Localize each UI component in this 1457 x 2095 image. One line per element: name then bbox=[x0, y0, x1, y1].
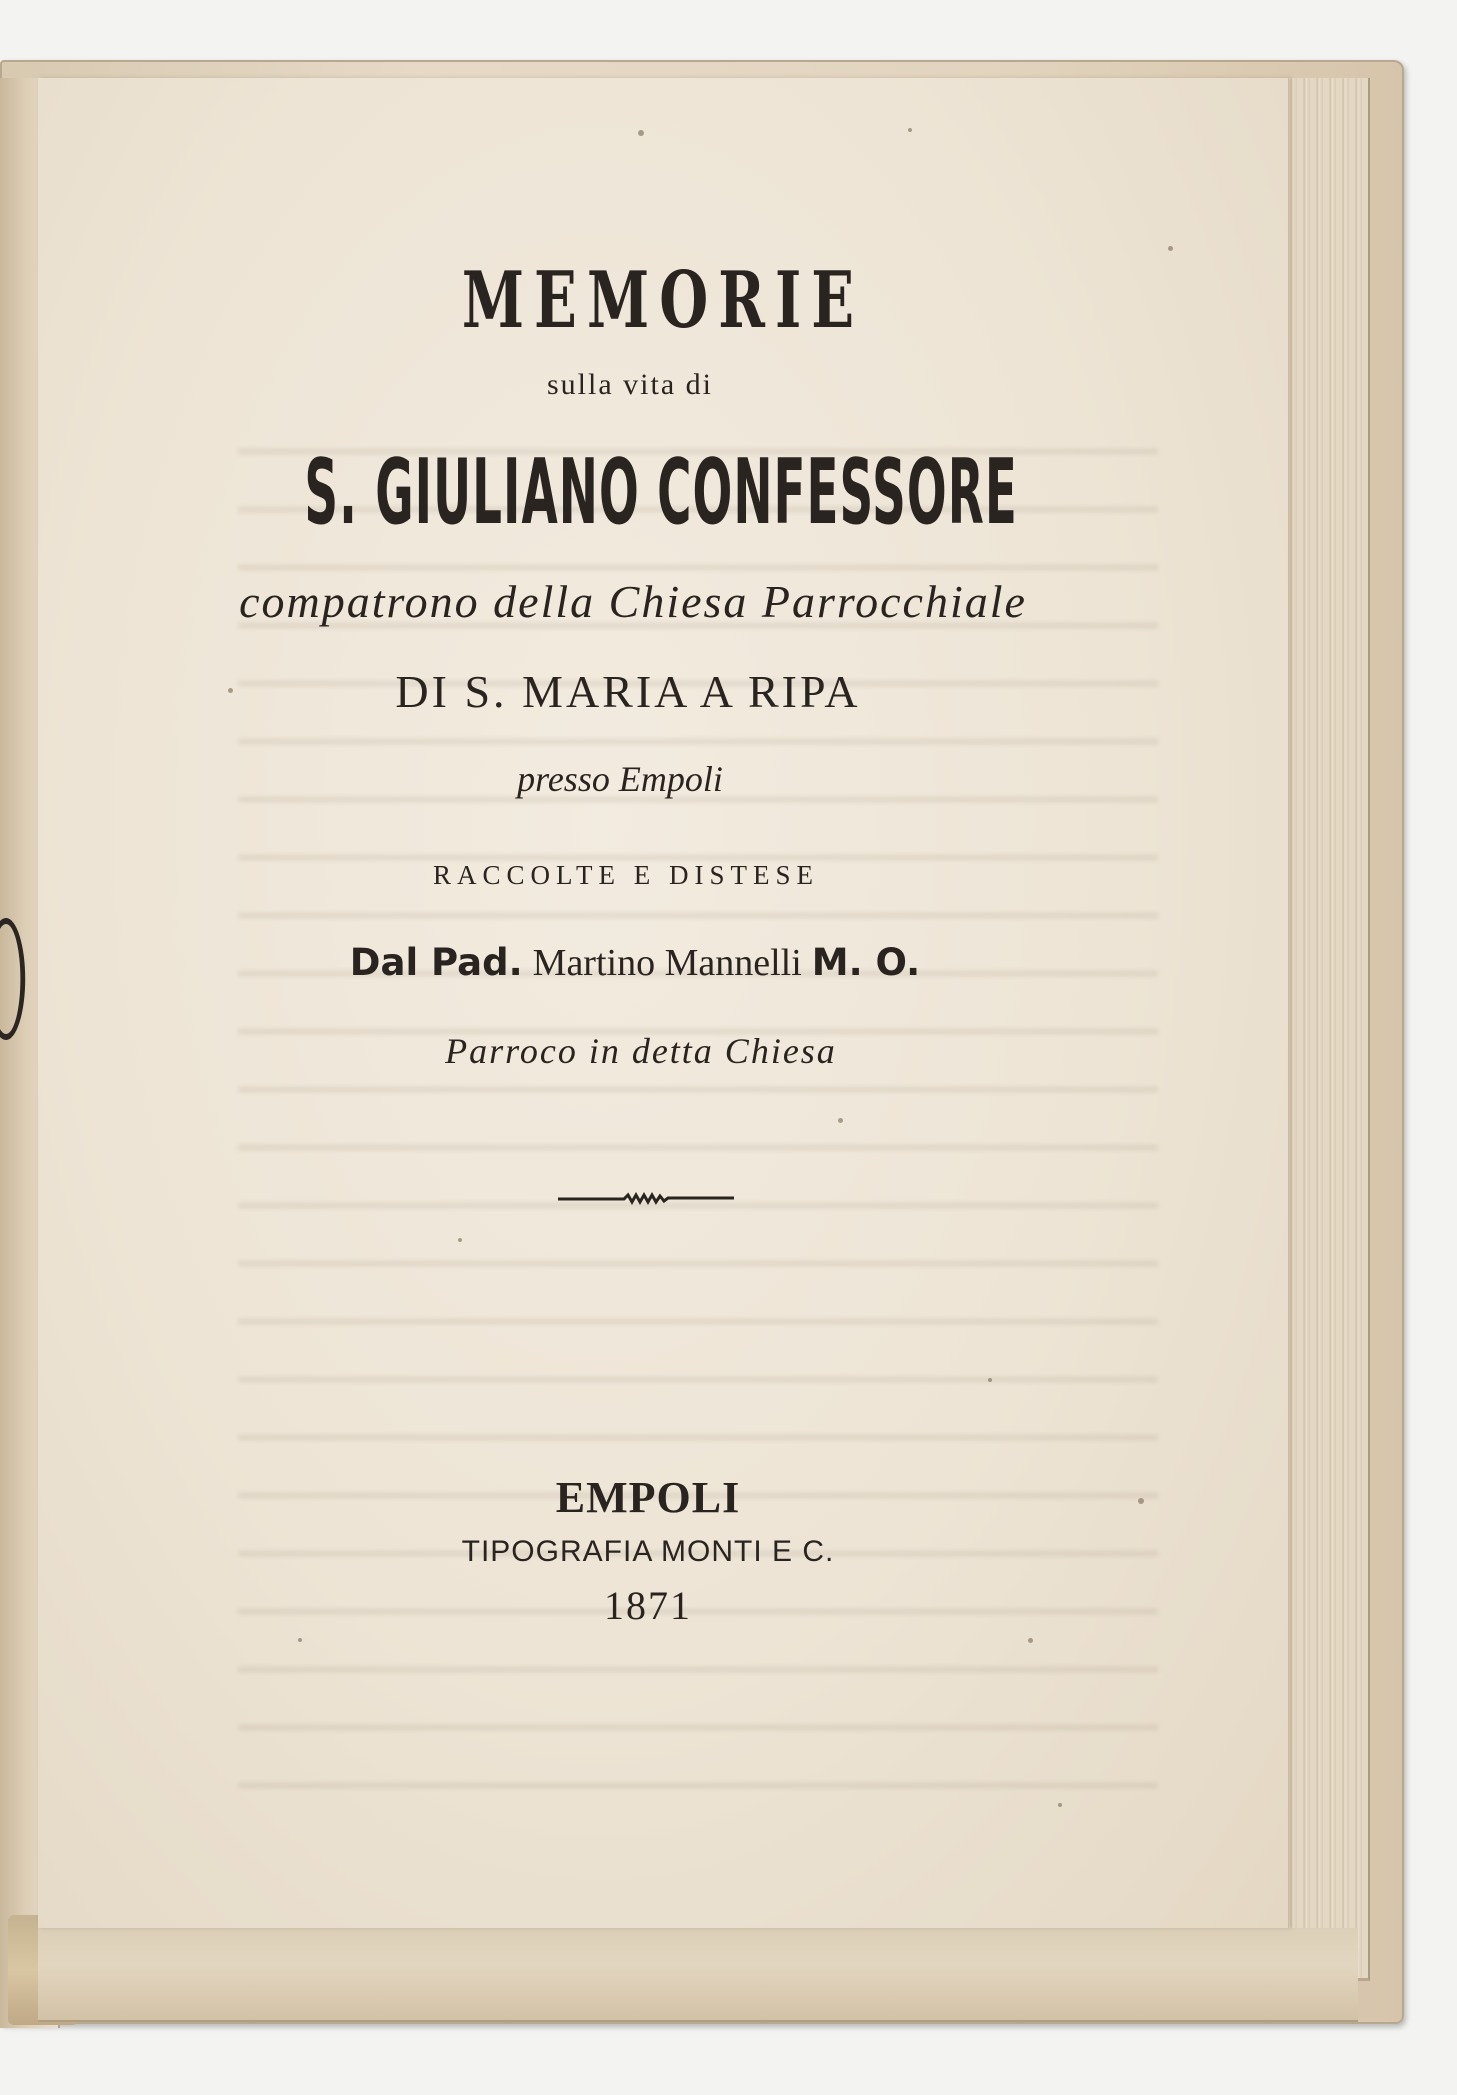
title-page bbox=[38, 78, 1289, 1928]
imprint-year: 1871 bbox=[604, 1583, 692, 1628]
paper-speck bbox=[638, 130, 644, 136]
location-line: presso Empoli bbox=[517, 759, 723, 799]
paper-speck bbox=[1168, 246, 1173, 251]
paper-speck bbox=[908, 128, 912, 132]
compatrono-line: compatrono della Chiesa Parrocchiale bbox=[239, 576, 1027, 627]
title-subtitle: sulla vita di bbox=[547, 368, 713, 401]
author-line bbox=[0, 938, 1270, 985]
author-name: Martino Mannelli bbox=[532, 942, 802, 984]
book-title: MEMORIE bbox=[461, 255, 865, 346]
collected-line: RACCOLTE E DISTESE bbox=[432, 860, 819, 890]
paper-speck bbox=[988, 1378, 992, 1382]
saint-name: S. GIULIANO CONFESSORE bbox=[304, 440, 1018, 545]
decorative-rule-ornament bbox=[558, 1190, 734, 1206]
church-name: DI S. MARIA A RIPA bbox=[395, 666, 861, 717]
author-prefix: Dal Pad. bbox=[349, 941, 523, 984]
imprint-city: EMPOLI bbox=[555, 1473, 741, 1522]
paper-speck bbox=[838, 1118, 843, 1123]
cover-bottom-edge bbox=[38, 1928, 1358, 2022]
paper-speck bbox=[1058, 1803, 1062, 1807]
author-role: Parroco in detta Chiesa bbox=[445, 1031, 837, 1071]
paper-speck bbox=[298, 1638, 302, 1642]
imprint-printer: TIPOGRAFIA MONTI E C. bbox=[461, 1535, 835, 1568]
paper-speck bbox=[458, 1238, 462, 1242]
paper-speck bbox=[1028, 1638, 1033, 1643]
author-suffix: M. O. bbox=[811, 941, 921, 984]
